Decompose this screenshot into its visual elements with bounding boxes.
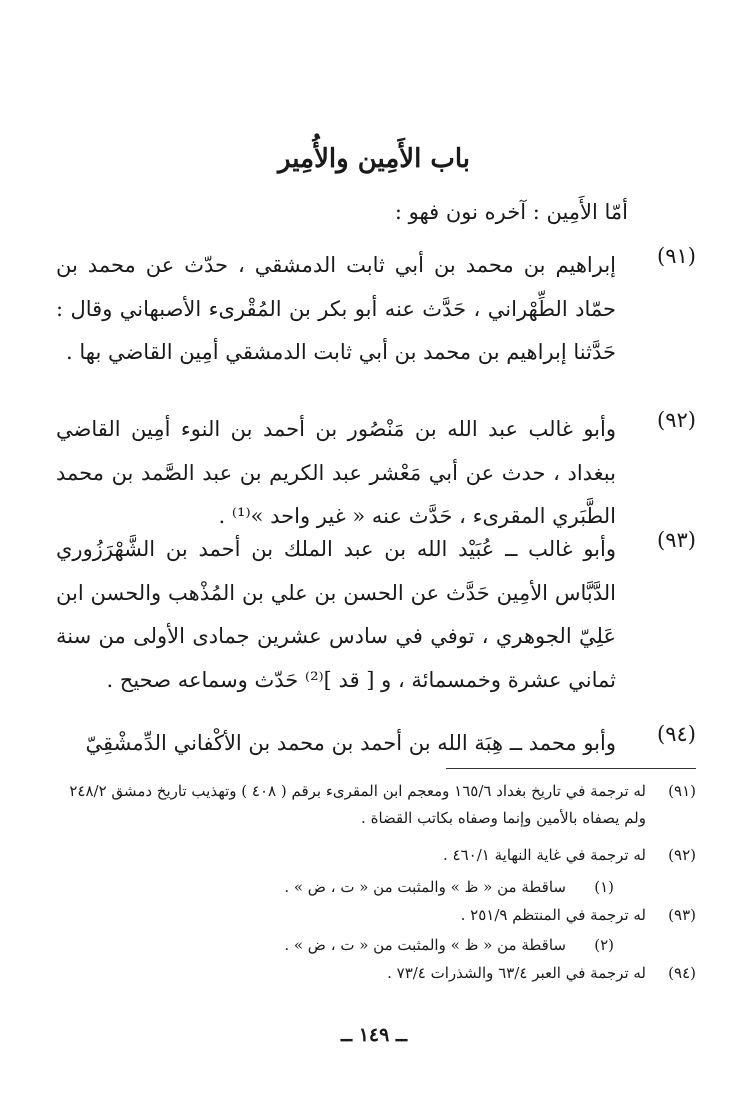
footnote-number: (٩٣) [668,906,696,924]
footnote-text: له ترجمة في المنتظم ٢٥١/٩ . [460,906,646,924]
entry-number: (٩٤) [657,722,696,746]
footnote-number: (٩٢) [668,846,696,864]
page-number: ــ ١٤٩ ــ [340,1024,408,1046]
chapter-title: باب الأَمِين والأُمِير [277,144,471,174]
entry-text: وأبو محمد ــ هِبَة الله بن أحمد بن محمد بن الأكْفاني الدِّمشْقِيّ [85,731,616,755]
footnote-text: له ترجمة في العبر ٦٣/٤ والشذرات ٧٣/٤ . [387,964,646,982]
entry-number: (٩٣) [657,528,696,552]
footnote-number: (٩٤) [668,964,696,982]
entry-text: وأبو غالب عبد الله بن مَنْصُور بن أحمد بن النوء أمِين القاضي ببغداد ، حدث عن أبي مَعْشر عبد الكريم بن عبد الصَّمد بن محمد الطَّبَري المقرىء ، حَدَّث عنه « غير واحد »⁽¹⁾ . [56,417,616,528]
footnote-divider [446,768,696,769]
footnote-text: له ترجمة في غاية النهاية ٤٦٠/١ . [443,846,646,864]
footnote-number: (٩١) [668,782,696,800]
intro-line: أمّا الأَمِين : آخره نون فهو : [394,200,628,224]
footnote-text: ساقطة من « ظ » والمثبت من « ت ، ض » . [284,878,566,896]
entry-text: إبراهيم بن محمد بن أبي ثابت الدمشقي ، حدّث عن محمد بن حمّاد الطِّهْراني ، حَدَّث عنه أبو بكر بن المُقْرىء الأصبهاني وقال : حَدَّثنا إبراهيم بن محمد بن أبي ثابت الدمشقي أمِين القاضي بها . [56,253,616,364]
footnote-text: له ترجمة في تاريخ بغداد ١٦٥/٦ ومعجم ابن المقرىء برقم ( ٤٠٨ ) وتهذيب تاريخ دمشق ٢٤٨/٢ ولم يصفاه بالأمين وإنما وصفاه بكاتب القضاة . [69,782,646,827]
entry-text: وأبو غالب ــ عُبَيْد الله بن عبد الملك بن أحمد بن الشَّهْرَزُوري الدَّبَّاس الأمِين حَدَّث عن الحسن بن علي بن المُذْهب والحسن ابن عَلِيّ الجوهري ، توفي في سادس عشرين جمادى الأولى من سنة ثماني عشرة وخمسمائة ، و [ قد ]⁽²⁾ حَدّث وسماعه صحيح . [56,537,616,692]
footnote-number: (٢) [594,936,614,954]
entry-number: (٩٢) [657,408,696,432]
footnote-number: (١) [594,878,614,896]
footnote-text: ساقطة من « ظ » والمثبت من « ت ، ض » . [284,936,566,954]
entry-number: (٩١) [657,244,696,268]
